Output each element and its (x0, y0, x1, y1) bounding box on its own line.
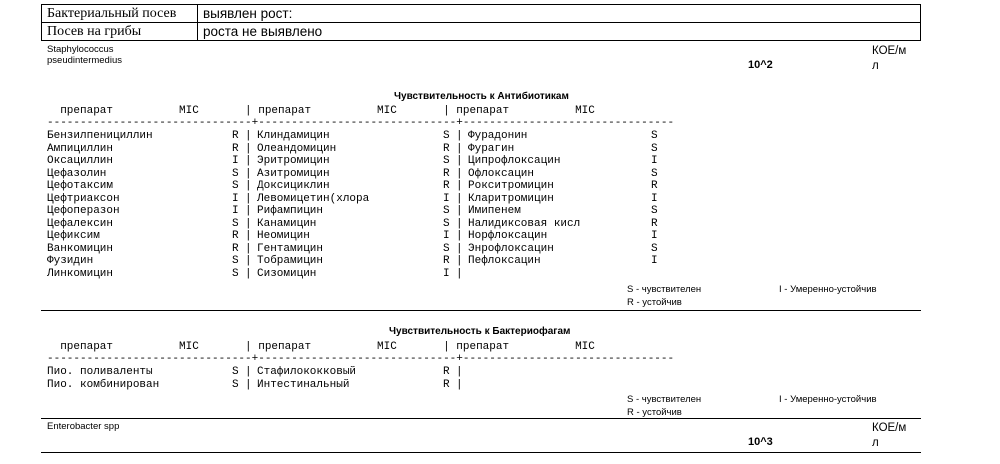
antibiotic-result: S (232, 267, 239, 280)
column-separator: | (245, 180, 252, 192)
antibiotic-result: I (651, 230, 658, 242)
antibiotic-result: S (232, 180, 239, 192)
column-separator: | (456, 255, 463, 267)
antibiotic-result: S (443, 242, 450, 255)
antibiotic-drug-name: Азитромицин (257, 167, 330, 180)
antibiotic-drug-name: Цефотаксим (47, 180, 114, 192)
organism2-name: Enterobacter spp (47, 421, 120, 432)
antibiotic-drug-name: Фурадонин (468, 130, 528, 142)
antibiotic-row (47, 218, 687, 231)
antibiotic-drug-name: Имипенем (468, 205, 521, 217)
antibiotic-drug-name: Бензилпенициллин (47, 130, 153, 142)
phage-drug-name: Пио. поливаленты (47, 366, 153, 378)
antibiotic-result: S (232, 167, 239, 180)
column-separator: | (245, 230, 252, 242)
phage-result: S (232, 378, 239, 391)
phage-drug-name: Стафилококковый (257, 366, 357, 378)
antibiotic-result: S (651, 242, 658, 255)
column-separator: | (456, 230, 463, 242)
antibiotic-result: S (443, 130, 450, 142)
column-separator: | (456, 217, 463, 230)
column-separator: | (456, 142, 463, 155)
phages-table (47, 366, 687, 392)
antibiotic-result: I (443, 230, 450, 242)
antibiotic-row (47, 143, 687, 156)
antibiotic-drug-name: Оксациллин (47, 155, 114, 167)
column-separator: | (456, 130, 463, 142)
antibiotic-drug-name: Офлоксацин (468, 167, 535, 180)
antibiotics-title: Чувствительность к Антибиотикам (394, 91, 569, 102)
antibiotic-result: I (232, 192, 239, 205)
column-separator: | (456, 192, 463, 205)
phage-row (47, 379, 687, 392)
column-separator: | (456, 267, 463, 280)
column-separator: | (456, 167, 463, 180)
antibiotic-result: S (232, 255, 239, 267)
antibiotic-row (47, 230, 687, 243)
antibiotic-row (47, 130, 687, 143)
column-separator: | (456, 180, 463, 192)
bottom-border (41, 452, 921, 453)
antibiotic-result: R (651, 217, 658, 230)
antibiotic-row (47, 205, 687, 218)
antibiotic-drug-name: Пефлоксацин (468, 255, 541, 267)
phages-legend-r: R - устойчив (627, 407, 682, 418)
antibiotics-legend-i: I - Умеренно-устойчив (779, 284, 877, 295)
antibiotic-result: I (651, 255, 658, 267)
antibiotic-drug-name: Тобрамицин (257, 255, 324, 267)
phage-result: R (443, 378, 450, 391)
antibiotics-divider: -------------------------------+------------------------------+-------------------------------- (47, 117, 675, 129)
antibiotic-row (47, 155, 687, 168)
column-separator: | (245, 167, 252, 180)
antibiotics-legend-s: S - чувствителен (627, 284, 702, 295)
antibiotic-result: S (651, 130, 658, 142)
column-separator: | (456, 205, 463, 217)
culture-summary-table (41, 4, 921, 41)
antibiotic-row (47, 268, 687, 281)
bacterial-culture-row (42, 5, 921, 23)
antibiotic-row (47, 255, 687, 268)
antibiotic-drug-name: Доксициклин (257, 180, 330, 192)
antibiotic-drug-name: Гентамицин (257, 242, 324, 255)
antibiotic-drug-name: Цефиксим (47, 230, 100, 242)
antibiotic-row (47, 180, 687, 193)
phages-title: Чувствительность к Бактериофагам (389, 326, 571, 337)
organism1-unit: КОЕ/м л (872, 45, 907, 72)
column-separator: | (245, 130, 252, 142)
antibiotic-result: R (651, 180, 658, 192)
antibiotics-legend-r: R - устойчив (627, 297, 682, 308)
fungal-culture-value: роста не выявлено (198, 23, 921, 41)
antibiotic-row (47, 193, 687, 206)
antibiotic-drug-name: Цефалексин (47, 217, 114, 230)
column-separator: | (456, 378, 463, 391)
column-separator: | (245, 366, 252, 378)
antibiotic-drug-name: Клиндамицин (257, 130, 330, 142)
antibiotics-table (47, 130, 687, 285)
antibiotic-drug-name: Олеандомицин (257, 142, 337, 155)
phages-header: препарат MIC | препарат MIC | препарат MIC (47, 341, 595, 353)
phages-legend-i: I - Умеренно-устойчив (779, 394, 877, 405)
column-separator: | (245, 217, 252, 230)
antibiotic-result: S (651, 167, 658, 180)
antibiotic-result: S (651, 142, 658, 155)
antibiotic-drug-name: Сизомицин (257, 267, 317, 280)
antibiotics-header: препарат MIC | препарат MIC | препарат MIC (47, 105, 595, 117)
antibiotic-drug-name: Рокситромицин (468, 180, 554, 192)
antibiotic-drug-name: Налидиксовая кисл (468, 217, 581, 230)
bacterial-culture-label: Бактериальный посев (42, 5, 198, 23)
column-separator: | (245, 192, 252, 205)
antibiotic-drug-name: Эритромицин (257, 155, 330, 167)
organism2-divider (41, 418, 921, 419)
antibiotic-drug-name: Кларитромицин (468, 192, 554, 205)
antibiotic-result: I (443, 192, 450, 205)
antibiotic-result: S (651, 205, 658, 217)
phage-drug-name: Интестинальный (257, 378, 350, 391)
column-separator: | (456, 242, 463, 255)
antibiotic-row (47, 168, 687, 181)
phage-drug-name: Пио. комбинирован (47, 378, 160, 391)
antibiotic-result: R (232, 142, 239, 155)
antibiotic-drug-name: Неомицин (257, 230, 310, 242)
antibiotic-result: I (651, 155, 658, 167)
column-separator: | (456, 366, 463, 378)
bacterial-culture-value: выявлен рост: (198, 5, 921, 23)
fungal-culture-row (42, 23, 921, 41)
phages-divider: -------------------------------+------------------------------+-------------------------------- (47, 353, 675, 365)
column-separator: | (245, 142, 252, 155)
column-separator: | (245, 378, 252, 391)
antibiotic-drug-name: Левомицетин(хлора (257, 192, 370, 205)
antibiotic-result: R (232, 230, 239, 242)
antibiotic-drug-name: Ципрофлоксацин (468, 155, 561, 167)
column-separator: | (245, 267, 252, 280)
phage-row (47, 366, 687, 379)
antibiotic-result: R (232, 242, 239, 255)
antibiotic-result: I (232, 205, 239, 217)
antibiotic-drug-name: Энрофлоксацин (468, 242, 554, 255)
column-separator: | (245, 205, 252, 217)
antibiotic-result: R (443, 142, 450, 155)
organism1-name: Staphylococcus pseudintermedius (47, 44, 122, 66)
antibiotic-result: S (232, 217, 239, 230)
column-separator: | (245, 242, 252, 255)
phage-result: S (232, 366, 239, 378)
column-separator: | (456, 155, 463, 167)
antibiotic-drug-name: Канамицин (257, 217, 317, 230)
antibiotic-result: R (232, 130, 239, 142)
antibiotic-drug-name: Норфлоксацин (468, 230, 548, 242)
antibiotic-result: R (443, 255, 450, 267)
antibiotic-drug-name: Рифампицин (257, 205, 324, 217)
antibiotic-drug-name: Ампициллин (47, 142, 114, 155)
section-divider (41, 310, 921, 311)
antibiotic-drug-name: Ванкомицин (47, 242, 114, 255)
organism2-unit: КОЕ/м л (872, 422, 907, 449)
column-separator: | (245, 255, 252, 267)
antibiotic-result: R (443, 167, 450, 180)
column-separator: | (245, 155, 252, 167)
fungal-culture-label: Посев на грибы (42, 23, 198, 41)
antibiotic-result: S (443, 155, 450, 167)
antibiotic-result: S (443, 205, 450, 217)
phages-legend-s: S - чувствителен (627, 394, 702, 405)
antibiotic-drug-name: Цефоперазон (47, 205, 120, 217)
antibiotic-drug-name: Линкомицин (47, 267, 114, 280)
antibiotic-row (47, 243, 687, 256)
antibiotic-drug-name: Цефазолин (47, 167, 107, 180)
antibiotic-result: R (443, 180, 450, 192)
antibiotic-drug-name: Фурагин (468, 142, 515, 155)
antibiotic-drug-name: Цефтриаксон (47, 192, 120, 205)
antibiotic-result: I (651, 192, 658, 205)
antibiotic-result: I (443, 267, 450, 280)
phage-result: R (443, 366, 450, 378)
antibiotic-result: I (232, 155, 239, 167)
antibiotic-drug-name: Фузидин (47, 255, 94, 267)
organism2-count: 10^3 (748, 436, 773, 448)
organism1-count: 10^2 (748, 59, 773, 71)
antibiotic-result: S (443, 217, 450, 230)
